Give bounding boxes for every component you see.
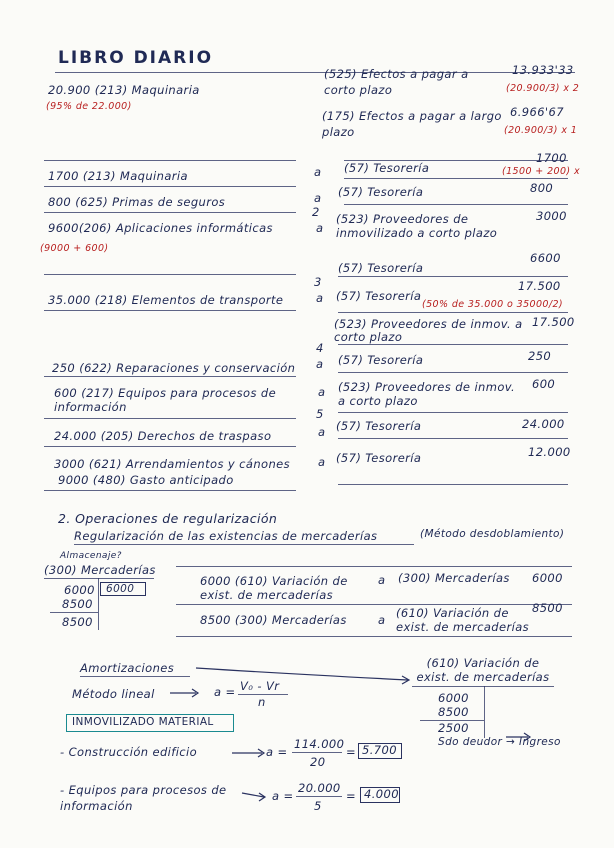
entry5-a: a: [316, 291, 324, 305]
entry4-debit: 9600(206) Aplicaciones informáticas: [48, 221, 273, 235]
formula-a: a =: [214, 685, 236, 699]
entry4-credit1: (523) Proveedores de inmovilizado a corto plazo: [336, 212, 498, 240]
entry-number-3: 3: [314, 275, 322, 289]
reg1-credit: (300) Mercaderías: [398, 571, 510, 585]
section2-subtitle: Regularización de las existencias de mercaderías: [74, 529, 378, 543]
inmovilizado-box: INMOVILIZADO MATERIAL: [72, 716, 214, 728]
t610-note: Sdo deudor → Ingreso: [438, 736, 561, 748]
entry7-a: a: [318, 385, 326, 399]
entry3-credit: (57) Tesorería: [338, 185, 424, 199]
entry6-credit: (57) Tesorería: [338, 353, 424, 367]
entry4-a: a: [316, 221, 324, 235]
reg2-a: a: [378, 613, 386, 627]
entry4-amount2: 6600: [530, 251, 561, 265]
page-title: LIBRO DIARIO: [58, 48, 214, 68]
entry5-amount1: 17.500: [518, 279, 561, 293]
entry9-a: a: [318, 455, 326, 469]
entry8-credit: (57) Tesorería: [336, 419, 422, 433]
reg2-debit: 8500 (300) Mercaderías: [200, 613, 347, 627]
t610-debit2: 8500: [438, 705, 469, 719]
entry5-credit1: (57) Tesorería: [336, 289, 422, 303]
section2-method: (Método desdoblamiento): [420, 528, 565, 540]
entry4-credit2: (57) Tesorería: [338, 261, 424, 275]
equipos-numerator: 20.000: [298, 781, 341, 795]
entry5-note1: (50% de 35.000 o 35000/2): [422, 299, 564, 310]
entry1-amount1: 13.933'33: [512, 63, 574, 77]
t300-balance: 8500: [62, 615, 93, 629]
entry7-amount: 600: [532, 377, 556, 391]
entry-number-5: 5: [316, 407, 324, 421]
t610-debit1: 6000: [438, 691, 469, 705]
t610-balance: 2500: [438, 721, 469, 735]
equipos-result: 4.000: [364, 787, 399, 801]
construccion-a: a =: [266, 745, 288, 759]
t300-debit2: 8500: [62, 597, 93, 611]
entry8-amount: 24.000: [522, 417, 565, 431]
reg1-amount: 6000: [532, 571, 563, 585]
entry9-debit1: 3000 (621) Arrendamientos y cánones: [54, 457, 290, 471]
entry2-a: a: [314, 165, 322, 179]
reg1-debit: 6000 (610) Variación de exist. de mercaderías: [200, 574, 348, 602]
entry9-credit: (57) Tesorería: [336, 451, 422, 465]
entry8-a: a: [318, 425, 326, 439]
entry1-debit-note: (95% de 22.000): [46, 101, 132, 112]
construccion-numerator: 114.000: [294, 737, 345, 751]
entry2-credit: (57) Tesorería: [344, 161, 430, 175]
entry2-debit: 1700 (213) Maquinaria: [48, 169, 188, 183]
section2-heading: 2. Operaciones de regularización: [58, 511, 278, 526]
entry6-a: a: [316, 357, 324, 371]
entry1-amount2: 6.966'67: [510, 105, 564, 119]
entry5-credit2: (523) Proveedores de inmov. a corto plazo: [334, 317, 523, 344]
formula-denominator: n: [258, 695, 266, 709]
entry1-note2: (20.900/3) x 1: [504, 125, 578, 136]
t300-credit1: 6000: [106, 583, 135, 595]
reg2-credit: (610) Variación de exist. de mercaderías: [396, 606, 530, 634]
entry2-amount: 1700: [536, 151, 567, 165]
entry2-note: (1500 + 200) x: [502, 166, 580, 177]
t300-debit1: 6000: [64, 583, 95, 597]
entry7-debit: 600 (217) Equipos para procesos de información: [54, 386, 277, 414]
entry4-amount1: 3000: [536, 209, 567, 223]
entry6-amount: 250: [528, 349, 552, 363]
entry3-amount: 800: [530, 181, 554, 195]
construccion-denominator: 20: [310, 755, 326, 769]
construccion-result: 5.700: [362, 743, 397, 757]
formula-numerator: V₀ - Vr: [240, 679, 280, 693]
entry1-credit2: (175) Efectos a pagar a largo plazo: [322, 109, 502, 139]
equipos-a: a =: [272, 789, 294, 803]
equipos-equals: =: [346, 789, 357, 803]
entry4-debit-note: (9000 + 600): [40, 243, 109, 254]
entry3-a: a: [314, 191, 322, 205]
reg1-a: a: [378, 573, 386, 587]
t610-title: (610) Variación de exist. de mercaderías: [416, 656, 550, 684]
entry-number-2: 2: [312, 205, 320, 219]
equipos-label: - Equipos para procesos de información: [60, 783, 227, 813]
t300-title: (300) Mercaderías: [44, 563, 156, 577]
entry-number-4: 4: [316, 341, 324, 355]
entry9-amount: 12.000: [528, 445, 571, 459]
entry7-credit: (523) Proveedores de inmov. a corto plazo: [338, 380, 516, 408]
construccion-equals: =: [346, 745, 357, 759]
entry1-debit: 20.900 (213) Maquinaria: [48, 83, 200, 97]
method-label: Método lineal: [72, 687, 155, 701]
entry9-debit2: 9000 (480) Gasto anticipado: [58, 473, 234, 487]
reg2-amount: 8500: [532, 601, 563, 615]
entry1-credit1: (525) Efectos a pagar a corto plazo: [324, 67, 469, 97]
entry5-amount2: 17.500: [532, 315, 575, 329]
entry6-debit: 250 (622) Reparaciones y conservación: [52, 361, 296, 375]
t300-small-note: Almacenaje?: [60, 551, 122, 561]
entry8-debit: 24.000 (205) Derechos de traspaso: [54, 429, 272, 443]
entry5-debit: 35.000 (218) Elementos de transporte: [48, 293, 284, 307]
entry1-note1: (20.900/3) x 2: [506, 83, 580, 94]
entry3-debit: 800 (625) Primas de seguros: [48, 195, 226, 209]
construccion-label: - Construcción edificio: [60, 745, 198, 759]
equipos-denominator: 5: [314, 799, 322, 813]
amort-heading: Amortizaciones: [80, 661, 175, 675]
